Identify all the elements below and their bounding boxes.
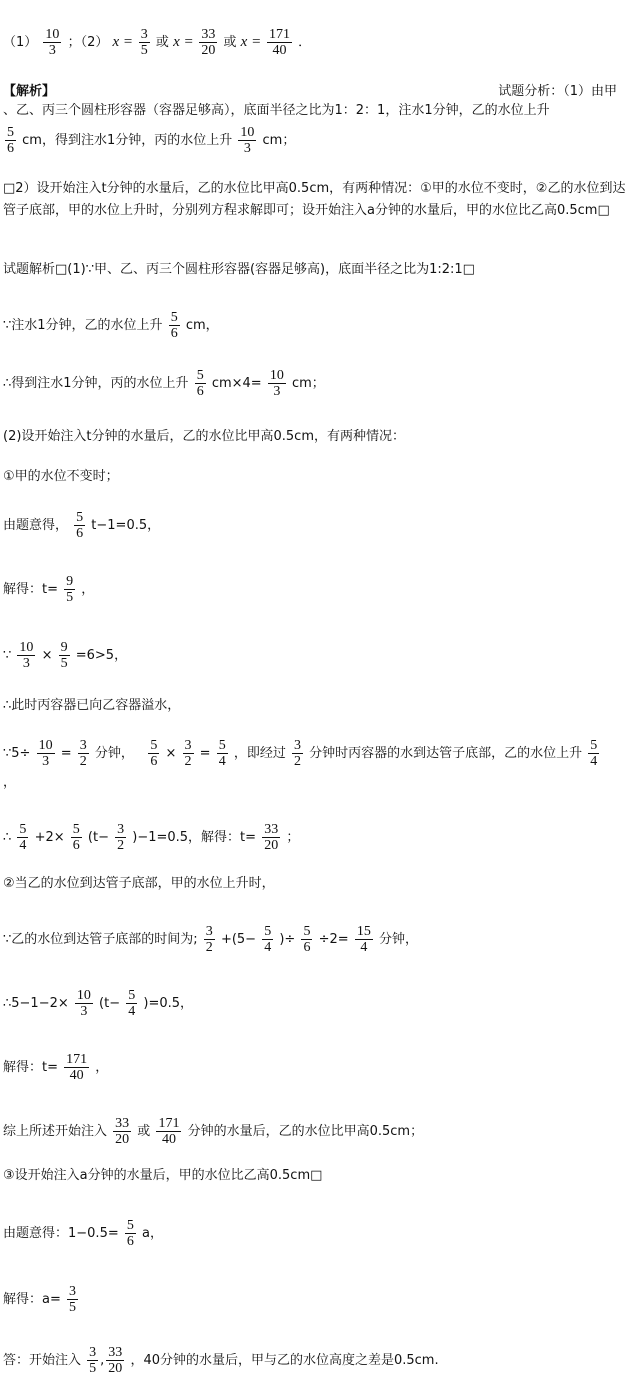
fraction: $\frac{3}{2}$ — [205, 924, 213, 955]
fraction: $\frac{10}{3}$ — [269, 368, 284, 399]
fraction: $\frac{171}{40}$ — [268, 27, 290, 58]
analysis-paragraph-2: □2）设开始注入t分钟的水量后，乙的水位比甲高0.5cm，有两种情况：①甲的水位不变时，②乙的水位到达管子底部，甲的水位上升时，分别列方程求解即可；设开始注入a分钟的水量后，甲的水位比乙高0.5cm□ — [3, 181, 626, 218]
fraction: $\frac{33}{20}$ — [108, 1345, 123, 1376]
fraction: $\frac{5}{4}$ — [264, 924, 272, 955]
fraction: $\frac{171}{40}$ — [66, 1052, 88, 1083]
fraction: $\frac{9}{5}$ — [60, 640, 68, 671]
fraction: $\frac{5}{6}$ — [196, 368, 204, 399]
solution-line-4: (2)设开始注入t分钟的水量后，乙的水位比甲高0.5cm，有两种情况： — [3, 429, 405, 444]
answer-part1-label: （1） — [3, 35, 38, 50]
solution-line-10: ∵5÷ $\frac{10}{3}$ = $\frac{3}{2}$ 分钟， $\frac{5}{6}$ × $\frac{3}{2}$ = $\frac{5}{4}$ ，即经过 $\frac{3}{2}$ 分钟时丙容器的水到达管子底部，乙的水位上升 $\frac{5}{4}$ — [3, 738, 598, 769]
fraction: $\frac{33}{20}$ — [264, 822, 279, 853]
fraction: $\frac{3}{2}$ — [294, 738, 301, 769]
fraction: $\frac{33}{20}$ — [115, 1116, 130, 1147]
fraction: $\frac{10}{3}$ — [38, 738, 53, 769]
solution-line-8: ∵ $\frac{10}{3}$ × $\frac{9}{5}$ =6>5， — [3, 640, 128, 671]
fraction: $\frac{5}{6}$ — [7, 125, 14, 156]
fraction: $\frac{5}{4}$ — [590, 738, 598, 769]
fraction: $\frac{33}{20}$ — [201, 27, 216, 58]
analysis-line-2: 、乙、丙三个圆柱形容器（容器足够高），底面半径之比为1：2：1，注水1分钟，乙的水位上升 — [3, 103, 550, 118]
fraction: $\frac{5}{4}$ — [128, 988, 136, 1019]
fraction: $\frac{9}{5}$ — [66, 574, 74, 605]
solution-line-19: 解得：a= $\frac{3}{5}$ — [3, 1284, 76, 1315]
fraction: $\frac{5}{6}$ — [72, 822, 80, 853]
analysis-header — [3, 84, 627, 100]
solution-line-6: 由题意得， $\frac{5}{6}$ t−1=0.5， — [3, 510, 161, 541]
fraction: $\frac{10}{3}$ — [45, 27, 60, 58]
solution-line-2: ∵注水1分钟，乙的水位上升 $\frac{5}{6}$ cm， — [3, 310, 219, 341]
solution-line-1: 试题解析□(1)∵甲、乙、丙三个圆柱形容器(容器足够高)，底面半径之比为1:2:1□ — [3, 262, 475, 277]
answer-separator: ；（2） — [67, 35, 109, 50]
solution-line-9: ∴此时丙容器已向乙容器溢水， — [3, 698, 181, 713]
var-x: x — [112, 34, 120, 50]
fraction: $\frac{171}{40}$ — [158, 1116, 180, 1147]
solution-line-13: ∵乙的水位到达管子底部的时间为; $\frac{3}{2}$ +(5− $\frac{5}{4}$ )÷ $\frac{5}{6}$ ÷2= $\frac{15}{4}$ 分钟， — [3, 924, 418, 955]
fraction: $\frac{5}{4}$ — [218, 738, 226, 769]
fraction: $\frac{10}{3}$ — [19, 640, 34, 671]
fraction: $\frac{5}{6}$ — [150, 738, 158, 769]
final-answer: 答：开始注入 $\frac{3}{5}$ , $\frac{33}{20}$ ，40分钟的水量后，甲与乙的水位高度之差是0.5cm. — [3, 1345, 439, 1376]
fraction: $\frac{5}{6}$ — [303, 924, 311, 955]
analysis-line-3: $\frac{5}{6}$ cm，得到注水1分钟，丙的水位上升 $\frac{10}{3}$ cm； — [7, 125, 296, 156]
answer-line: （1） $\frac{10}{3}$ ；（2） x = $\frac{3}{5}$ 或 x = $\frac{33}{20}$ 或 x = $\frac{171}{40}$ ． — [3, 27, 312, 58]
analysis-title: 【解析】 — [3, 84, 56, 99]
fraction: $\frac{3}{5}$ — [140, 27, 148, 58]
fraction: $\frac{3}{2}$ — [79, 738, 87, 769]
solution-line-11: ∴ $\frac{5}{4}$ +2× $\frac{5}{6}$ (t− $\frac{3}{2}$ )−1=0.5，解得：t= $\frac{33}{20}$ ； — [3, 822, 300, 853]
fraction: $\frac{15}{4}$ — [356, 924, 371, 955]
fraction: $\frac{3}{5}$ — [69, 1284, 76, 1315]
fraction: $\frac{3}{2}$ — [184, 738, 192, 769]
fraction: $\frac{3}{2}$ — [117, 822, 125, 853]
fraction: $\frac{5}{6}$ — [170, 310, 178, 341]
solution-line-14: ∴5−1−2× $\frac{10}{3}$ (t− $\frac{5}{4}$ )=0.5， — [3, 988, 194, 1019]
solution-line-15: 解得：t= $\frac{171}{40}$ ， — [3, 1052, 109, 1083]
solution-line-5: ①甲的水位不变时； — [3, 469, 119, 484]
fraction: $\frac{3}{5}$ — [89, 1345, 97, 1376]
solution-line-10-cont: ， — [3, 775, 17, 790]
fraction: $\frac{5}{6}$ — [126, 1218, 134, 1249]
solution-line-7: 解得：t= $\frac{9}{5}$ ， — [3, 574, 95, 605]
solution-line-3: ∴得到注水1分钟，丙的水位上升 $\frac{5}{6}$ cm×4= $\frac{10}{3}$ cm； — [3, 368, 325, 399]
fraction: $\frac{10}{3}$ — [76, 988, 91, 1019]
solution-line-18: 由题意得：1−0.5= $\frac{5}{6}$ a， — [3, 1218, 163, 1249]
fraction: $\frac{10}{3}$ — [240, 125, 255, 156]
fraction: $\frac{5}{6}$ — [76, 510, 84, 541]
analysis-intro: 试题分析：（1）由甲 — [498, 84, 617, 99]
solution-line-16: 综上所述开始注入 $\frac{33}{20}$ 或 $\frac{171}{40}$ 分钟的水量后，乙的水位比甲高0.5cm； — [3, 1116, 424, 1147]
solution-line-12: ②当乙的水位到达管子底部，甲的水位上升时， — [3, 876, 275, 891]
solution-line-17: ③设开始注入a分钟的水量后，甲的水位比乙高0.5cm□ — [3, 1168, 323, 1183]
fraction: $\frac{5}{4}$ — [19, 822, 27, 853]
